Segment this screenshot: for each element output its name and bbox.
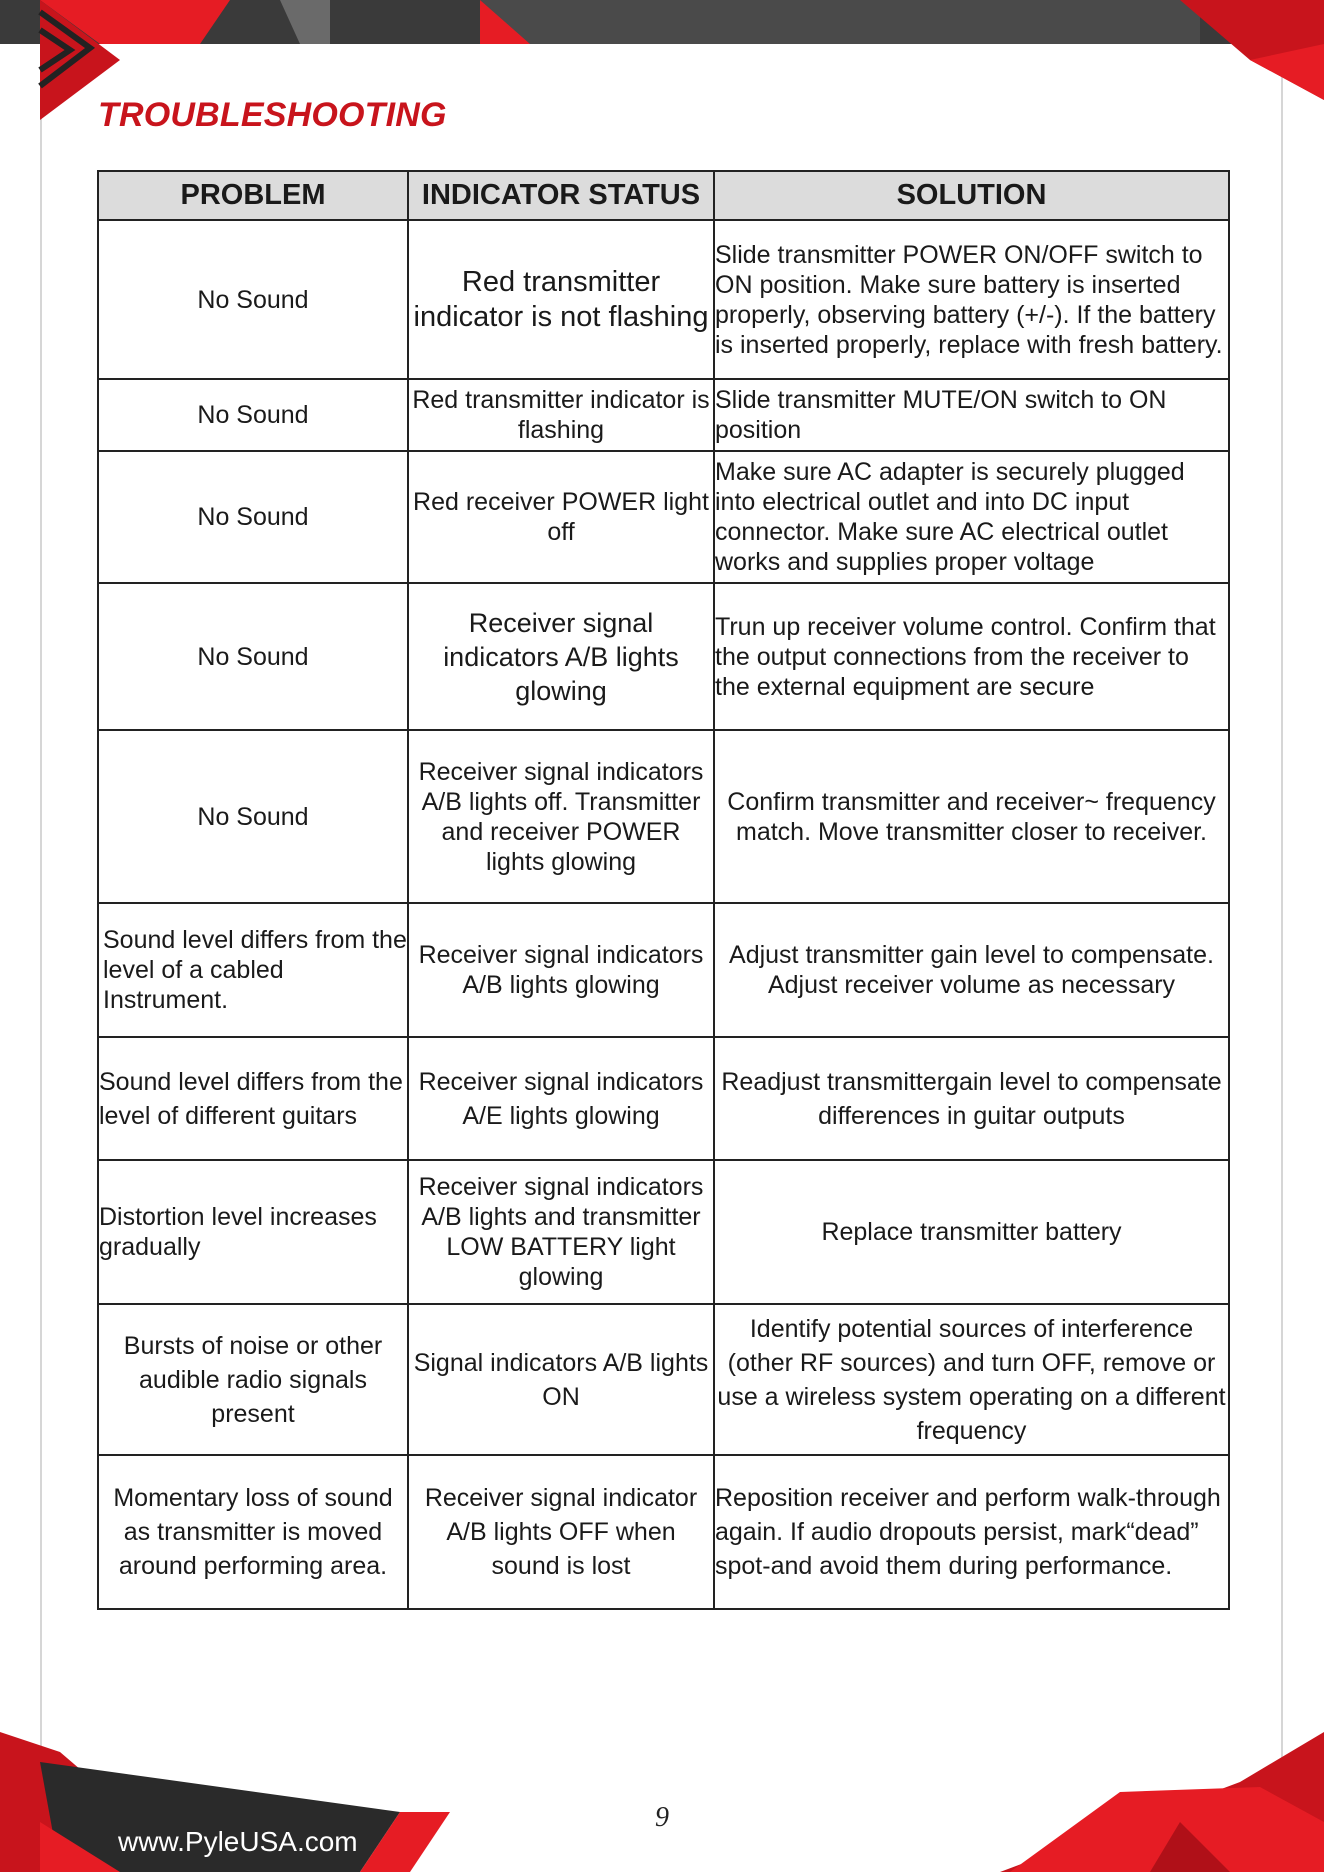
solution-cell: Readjust transmittergain level to compensate differences in guitar outputs [714, 1037, 1229, 1160]
table-row [98, 1037, 1229, 1160]
problem-cell: No Sound [98, 451, 408, 583]
status-cell: Receiver signal indicators A/B lights off. Transmitter and receiver POWER lights glowing [408, 730, 714, 903]
status-cell: Receiver signal indicators A/B lights and transmitter LOW BATTERY light glowing [408, 1160, 714, 1304]
problem-cell: Sound level differs from the level of different guitars [98, 1037, 408, 1160]
column-header-solution: SOLUTION [714, 171, 1229, 220]
solution-cell: Adjust transmitter gain level to compensate. Adjust receiver volume as necessary [714, 903, 1229, 1037]
problem-cell: Sound level differs from the level of a cabled Instrument. [98, 903, 408, 1037]
problem-cell: Momentary loss of sound as transmitter is moved around performing area. [98, 1455, 408, 1609]
column-header-problem: PROBLEM [98, 171, 408, 220]
solution-cell: Confirm transmitter and receiver~ frequency match. Move transmitter closer to receiver. [714, 730, 1229, 903]
status-cell: Receiver signal indicators A/E lights glowing [408, 1037, 714, 1160]
column-header-indicator-status: INDICATOR STATUS [408, 171, 714, 220]
problem-cell: No Sound [98, 379, 408, 451]
table-header-row [98, 171, 1229, 220]
table-row [98, 730, 1229, 903]
table-row [98, 451, 1229, 583]
problem-cell: No Sound [98, 220, 408, 379]
status-cell: Signal indicators A/B lights ON [408, 1304, 714, 1455]
status-cell: Receiver signal indicator A/B lights OFF when sound is lost [408, 1455, 714, 1609]
website-link[interactable]: www.PyleUSA.com [118, 1826, 358, 1857]
solution-cell: Trun up receiver volume control. Confirm that the output connections from the receiver to the external equipment are secure [714, 583, 1229, 730]
status-cell: Red transmitter indicator is flashing [408, 379, 714, 451]
troubleshooting-table [97, 170, 1230, 1610]
table-row [98, 220, 1229, 379]
table-row [98, 583, 1229, 730]
solution-cell: Slide transmitter POWER ON/OFF switch to ON position. Make sure battery is inserted properly, observing battery (+/-). If the battery is inserted properly, replace with fresh battery. [714, 220, 1229, 379]
solution-cell: Make sure AC adapter is securely plugged into electrical outlet and into DC input connector. Make sure AC electrical outlet works and supplies proper voltage [714, 451, 1229, 583]
page-number: 9 [655, 1802, 669, 1833]
solution-cell: Reposition receiver and perform walk-through again. If audio dropouts persist, mark“dead” spot-and avoid them during performance. [714, 1455, 1229, 1609]
table-row [98, 903, 1229, 1037]
problem-cell: Distortion level increases gradually [98, 1160, 408, 1304]
table-row [98, 1455, 1229, 1609]
table-row [98, 379, 1229, 451]
problem-cell: No Sound [98, 730, 408, 903]
status-cell: Receiver signal indicators A/B lights glowing [408, 903, 714, 1037]
status-cell: Receiver signal indicators A/B lights glowing [408, 583, 714, 730]
solution-cell: Replace transmitter battery [714, 1160, 1229, 1304]
status-cell: Red transmitter indicator is not flashing [408, 220, 714, 379]
problem-cell: No Sound [98, 583, 408, 730]
solution-cell: Slide transmitter MUTE/ON switch to ON position [714, 379, 1229, 451]
status-cell: Red receiver POWER light off [408, 451, 714, 583]
page-heading: TROUBLESHOOTING [98, 96, 447, 134]
problem-cell: Bursts of noise or other audible radio signals present [98, 1304, 408, 1455]
table-row [98, 1160, 1229, 1304]
solution-cell: Identify potential sources of interference (other RF sources) and turn OFF, remove or use a wireless system operating on a different frequency [714, 1304, 1229, 1455]
table-row [98, 1304, 1229, 1455]
